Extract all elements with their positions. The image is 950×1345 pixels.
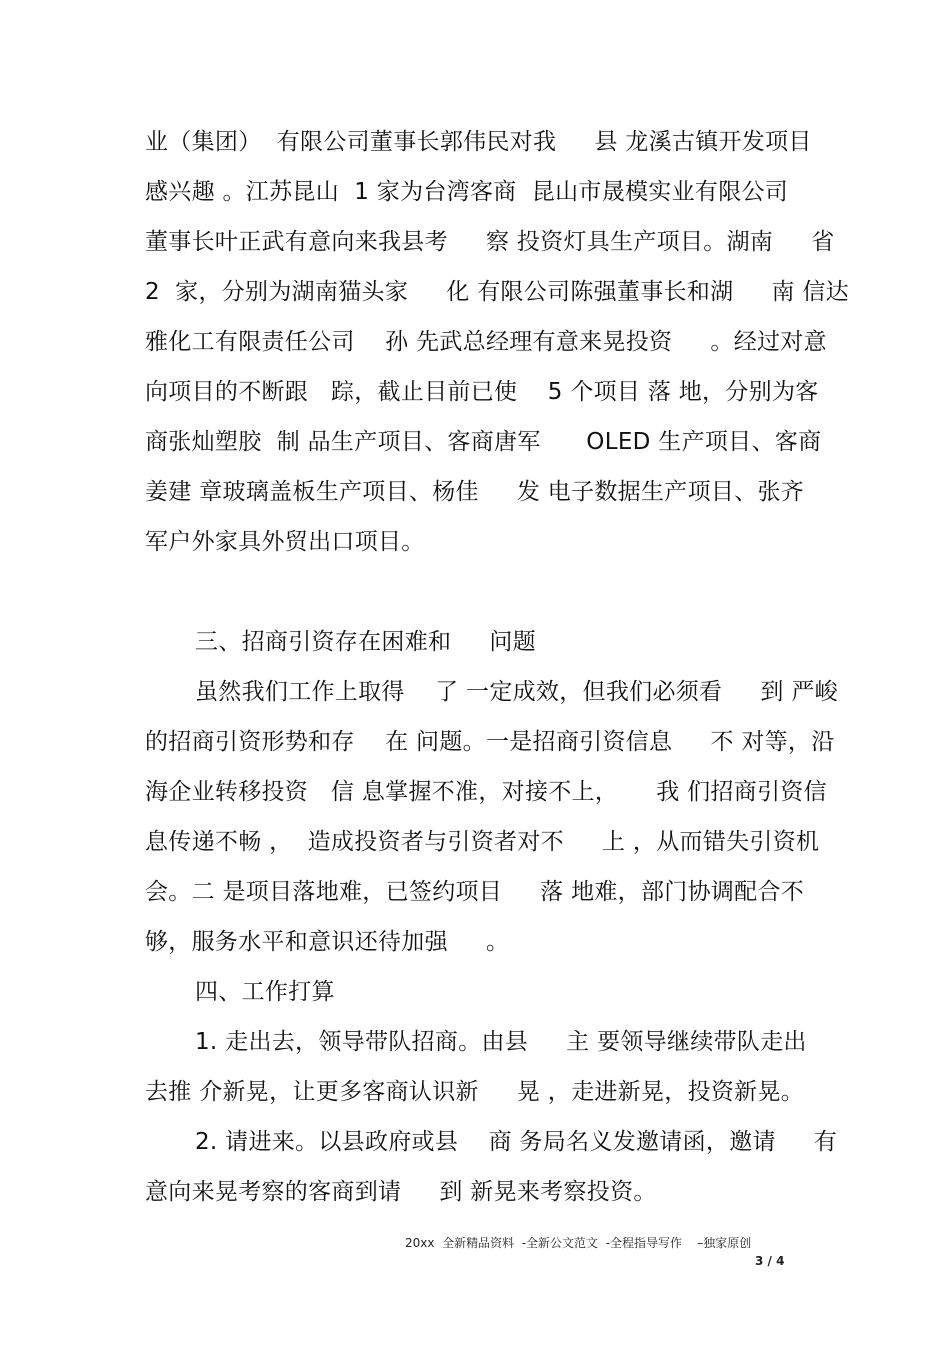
body-line: 姜建 章玻璃盖板生产项目、杨佳 发 电子数据生产项目、张齐	[145, 479, 805, 505]
body-line: 的招商引资形势和存 在 问题。一是招商引资信息 不 对等，沿	[145, 729, 835, 755]
body-line: 去推 介新晃，让更多客商认识新 晃 ，走进新晃，投资新晃。	[145, 1079, 805, 1105]
body-line: 董事长叶正武有意向来我县考 察 投资灯具生产项目。湖南 省	[145, 229, 835, 255]
body-line: 军户外家具外贸出口项目。	[145, 529, 425, 555]
page-number: 3 / 4	[755, 1254, 785, 1268]
body-line: 业（集团） 有限公司董事长郭伟民对我 县 龙溪古镇开发项目	[145, 129, 812, 155]
body-line: 1. 走出去，领导带队招商。由县 主 要领导继续带队走出	[195, 1029, 807, 1055]
section-heading: 四、工作打算	[195, 979, 335, 1005]
section-heading: 三、招商引资存在困难和 问题	[195, 629, 536, 655]
body-line: 向项目的不断跟 踪，截止目前已使 5 个项目 落 地，分别为客	[145, 379, 819, 405]
body-line: 海企业转移投资 信 息掌握不准，对接不上， 我 们招商引资信	[145, 779, 827, 805]
body-line: 感兴趣 。江苏昆山 1 家为台湾客商 昆山市晟模实业有限公司	[145, 179, 789, 205]
body-line: 商张灿塑胶 制 品生产项目、客商唐军 OLED 生产项目、客商	[145, 429, 822, 455]
body-line: 雅化工有限责任公司 孙 先武总经理有意来晃投资 。经过对意	[145, 329, 827, 355]
body-line: 会。二 是项目落地难，已签约项目 落 地难，部门协调配合不	[145, 879, 805, 905]
footer-text: 20xx 全新精品资料 -全新公文范文 -全程指导写作 –独家原创	[405, 1236, 752, 1250]
body-line: 2. 请进来。以县政府或县 商 务局名义发邀请函，邀请 有	[195, 1129, 838, 1155]
body-line: 息传递不畅 ， 造成投资者与引资者对不 上 ，从而错失引资机	[145, 829, 820, 855]
body-line: 够，服务水平和意识还待加强 。	[145, 929, 510, 955]
body-line: 2 家，分别为湖南猫头家 化 有限公司陈强董事长和湖 南 信达	[145, 279, 849, 305]
body-line: 意向来晃考察的客商到请 到 新晃来考察投资。	[145, 1179, 657, 1205]
body-line: 虽然我们工作上取得 了 一定成效，但我们必须看 到 严峻	[195, 679, 838, 705]
